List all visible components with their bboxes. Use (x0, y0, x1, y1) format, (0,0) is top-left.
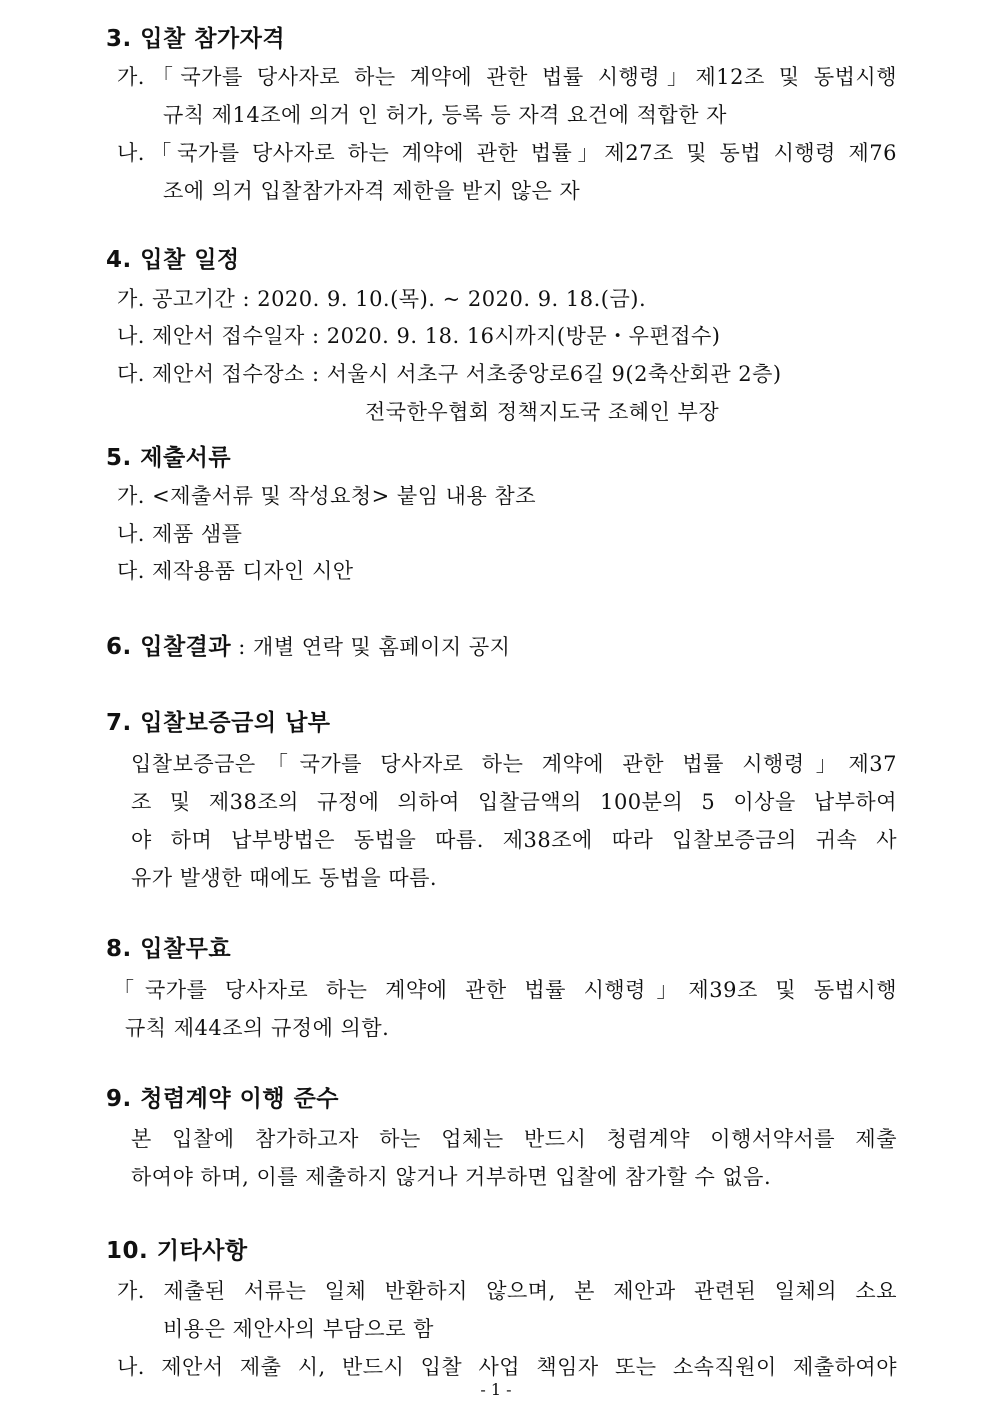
section-8-line1: 「국가를 당사자로 하는 계약에 관한 법률 시행령」제39조 및 동법시행 (113, 978, 897, 1002)
section-4-item-a: 가. 공고기간 : 2020. 9. 10.(목). ~ 2020. 9. 18.(금). (117, 287, 647, 311)
section-3-item-a-line1: 가.「국가를 당사자로 하는 계약에 관한 법률 시행령」제12조 및 동법시행 (117, 65, 897, 89)
section-10-item-b-line1: 나. 제안서 제출 시, 반드시 입찰 사업 책임자 또는 소속직원이 제출하여야 (117, 1355, 897, 1379)
section-3-item-b-line1: 나.「국가를 당사자로 하는 계약에 관한 법률」제27조 및 동법 시행령 제76 (117, 141, 897, 165)
section-3-item-a-line2: 규칙 제14조에 의거 인 허가, 등록 등 자격 요건에 적합한 자 (163, 103, 727, 127)
page-number: - 1 - (480, 1380, 512, 1399)
section-7-line2: 조 및 제38조의 규정에 의하여 입찰금액의 100분의 5 이상을 납부하여 (131, 790, 897, 814)
section-9-line2: 하여야 하며, 이를 제출하지 않거나 거부하면 입찰에 참가할 수 없음. (131, 1165, 772, 1189)
section-5-item-b: 나. 제품 샘플 (117, 522, 243, 546)
section-5-heading: 5. 제출서류 (106, 445, 232, 471)
section-3-item-b-line2: 조에 의거 입찰참가자격 제한을 받지 않은 자 (163, 179, 581, 203)
section-6-line (106, 632, 510, 662)
section-9-line1: 본 입찰에 참가하고자 하는 업체는 반드시 청렴계약 이행서약서를 제출 (131, 1127, 897, 1151)
section-6-heading: 6. 입찰결과 (106, 634, 232, 660)
section-10-item-a-line1: 가. 제출된 서류는 일체 반환하지 않으며, 본 제안과 관련된 일체의 소요 (117, 1279, 897, 1303)
section-4-item-c: 다. 제안서 접수장소 : 서울시 서초구 서초중앙로6길 9(2축산회관 2층) (117, 362, 782, 386)
section-3-heading: 3. 입찰 참가자격 (106, 26, 286, 52)
section-7-line3: 야 하며 납부방법은 동법을 따름. 제38조에 따라 입찰보증금의 귀속 사 (131, 828, 897, 852)
section-10-item-a-line2: 비용은 제안사의 부담으로 함 (163, 1317, 434, 1341)
section-4-item-c-contact: 전국한우협회 정책지도국 조혜인 부장 (365, 400, 720, 424)
section-5-item-a: 가. <제출서류 및 작성요청> 붙임 내용 참조 (117, 484, 536, 508)
section-4-heading: 4. 입찰 일정 (106, 247, 240, 273)
section-10-heading: 10. 기타사항 (106, 1238, 248, 1264)
section-7-line1: 입찰보증금은「국가를 당사자로 하는 계약에 관한 법률 시행령」제37 (131, 752, 897, 776)
section-5-item-c: 다. 제작용품 디자인 시안 (117, 559, 354, 583)
section-8-heading: 8. 입찰무효 (106, 936, 232, 962)
section-9-heading: 9. 청렴계약 이행 준수 (106, 1086, 340, 1112)
section-7-line4: 유가 발생한 때에도 동법을 따름. (131, 866, 438, 890)
section-6-text: : 개별 연락 및 홈페이지 공지 (231, 635, 511, 659)
section-4-item-b: 나. 제안서 접수일자 : 2020. 9. 18. 16시까지(방문・우편접수) (117, 324, 721, 348)
section-8-line2: 규칙 제44조의 규정에 의함. (125, 1016, 390, 1040)
section-7-heading: 7. 입찰보증금의 납부 (106, 710, 331, 736)
